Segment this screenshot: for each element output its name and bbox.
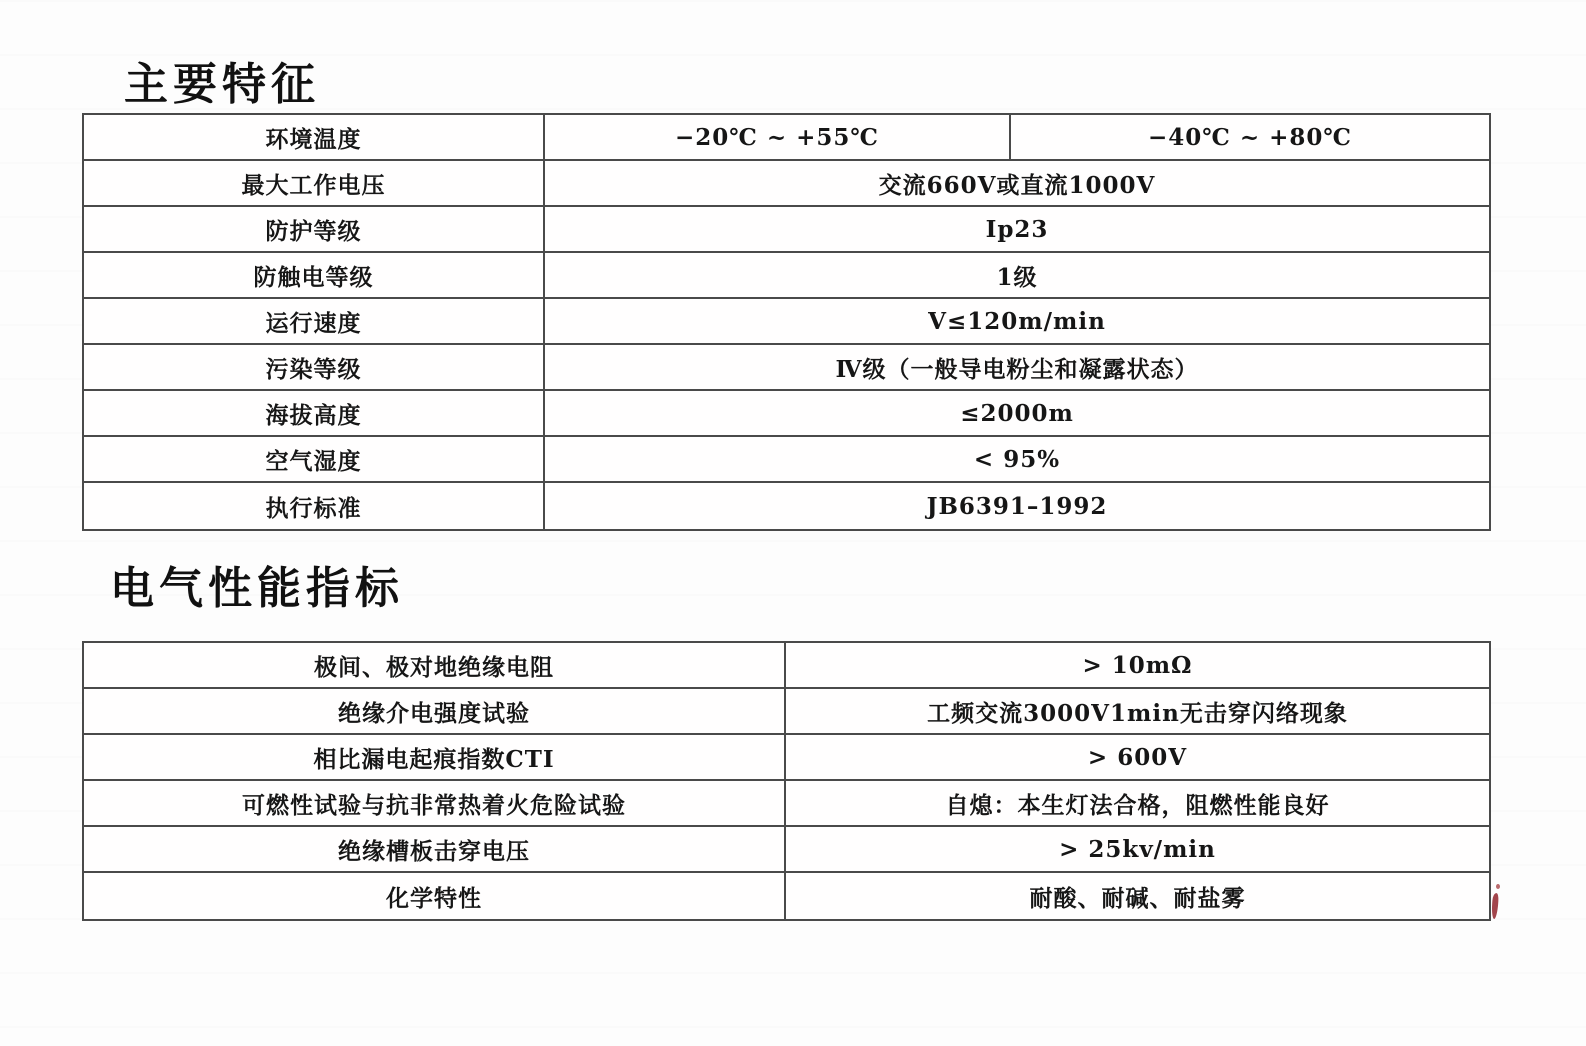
row-value: ≤2000m [960, 399, 1074, 427]
table-row [84, 735, 1489, 781]
row-label: 相比漏电起痕指数CTI [84, 735, 786, 779]
table-row [84, 827, 1489, 873]
row-value-secondary: −40℃ ~ +80℃ [1148, 123, 1352, 151]
row-value: 交流660V或直流1000V [878, 171, 1156, 199]
row-label: 执行标准 [84, 483, 545, 529]
row-label: 空气湿度 [84, 437, 545, 481]
row-value: 1级 [996, 263, 1038, 291]
row-value: < 95% [973, 445, 1061, 473]
row-label: 最大工作电压 [84, 161, 545, 205]
row-label: 绝缘介电强度试验 [84, 689, 786, 733]
electrical-performance-table [82, 641, 1491, 921]
row-value: Ip23 [985, 215, 1049, 243]
row-label: 污染等级 [84, 345, 545, 389]
table-row [84, 161, 1489, 207]
red-ink-dot-artifact [1496, 884, 1500, 889]
row-label: 防护等级 [84, 207, 545, 251]
row-value: > 25kv/min [1059, 835, 1216, 863]
table-row [84, 207, 1489, 253]
row-value: −20℃ ~ +55℃ [545, 115, 1011, 159]
table-row [84, 781, 1489, 827]
main-features-table [82, 113, 1491, 531]
row-value: JB6391–1992 [926, 492, 1108, 520]
table-row [84, 873, 1489, 919]
row-label: 绝缘槽板击穿电压 [84, 827, 786, 871]
section-title-main-features: 主要特征 [124, 59, 320, 110]
row-value: > 600V [1087, 743, 1188, 771]
row-label: 极间、极对地绝缘电阻 [84, 643, 786, 687]
table-row [84, 115, 1489, 161]
table-row [84, 391, 1489, 437]
table-row [84, 253, 1489, 299]
table-row [84, 483, 1489, 529]
row-value: 自熄：本生灯法合格，阻燃性能良好 [945, 791, 1330, 819]
red-ink-scan-artifact [1491, 893, 1499, 919]
row-value: > 10mΩ [1082, 651, 1193, 679]
table-row [84, 437, 1489, 483]
row-label: 运行速度 [84, 299, 545, 343]
row-label: 环境温度 [84, 115, 545, 159]
row-label: 化学特性 [84, 873, 786, 919]
table-row [84, 345, 1489, 391]
table-row [84, 689, 1489, 735]
row-value: 工频交流3000V1min无击穿闪络现象 [927, 699, 1348, 727]
row-label: 可燃性试验与抗非常热着火危险试验 [84, 781, 786, 825]
row-value: Ⅳ级（一般导电粉尘和凝露状态） [835, 355, 1199, 383]
row-label: 防触电等级 [84, 253, 545, 297]
row-value: 耐酸、耐碱、耐盐雾 [1029, 884, 1246, 912]
row-label: 海拔高度 [84, 391, 545, 435]
table-row [84, 299, 1489, 345]
row-value: V≤120m/min [928, 307, 1106, 335]
section-title-electrical-performance: 电气性能指标 [110, 563, 404, 614]
table-row [84, 643, 1489, 689]
